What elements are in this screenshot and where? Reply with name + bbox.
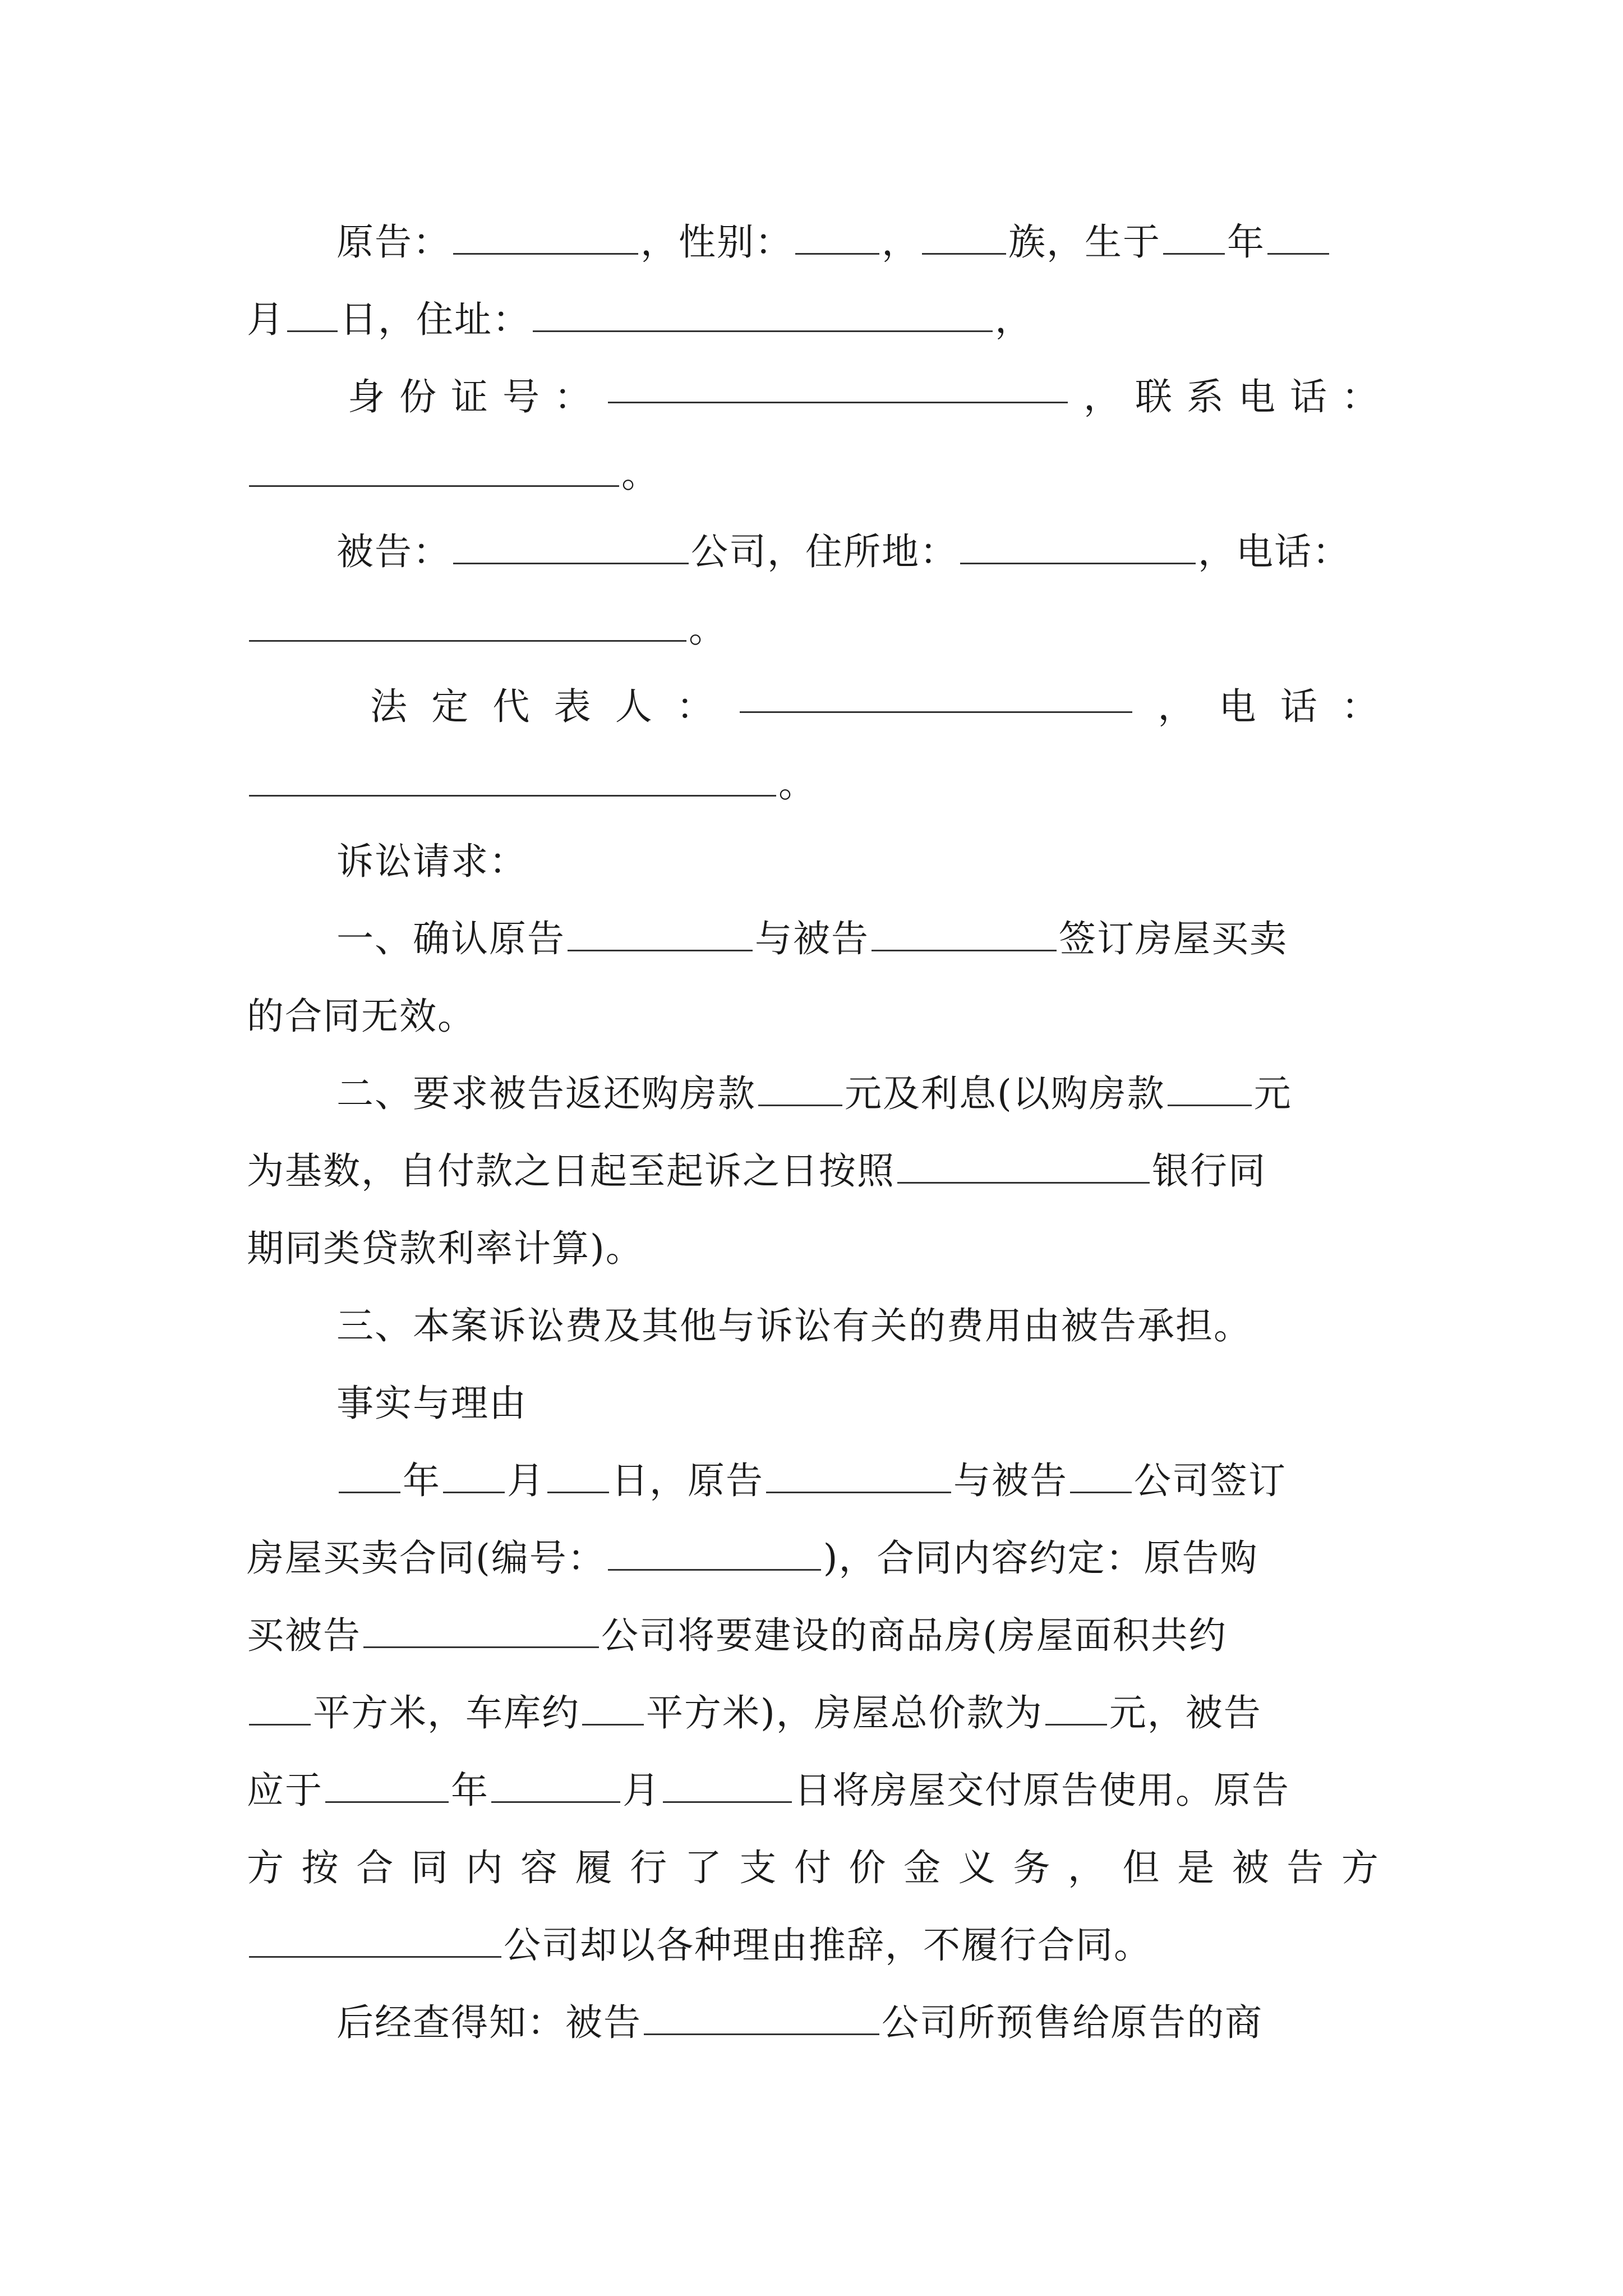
defendant-name-blank bbox=[453, 530, 689, 564]
char: 义 bbox=[958, 1846, 997, 1889]
phone-label-4: 电 bbox=[1238, 375, 1276, 418]
presale-text: 公司所预售给原告的商 bbox=[882, 2001, 1263, 2044]
contract-day-blank bbox=[547, 1459, 609, 1493]
phone-label-5: 话 bbox=[1290, 375, 1328, 418]
ethnicity-label: 族，生于 bbox=[1008, 220, 1161, 264]
facts-line-8 bbox=[336, 1995, 1380, 2051]
facts-line-6 bbox=[247, 1840, 1380, 1896]
id-label-3: 证 bbox=[451, 375, 489, 418]
claim-1-continued: 的合同无效。 bbox=[247, 995, 476, 1038]
char: 方 bbox=[1341, 1846, 1380, 1889]
contract-number-blank bbox=[608, 1536, 821, 1571]
id-label-4: 号 bbox=[502, 375, 541, 418]
char: 方 bbox=[247, 1846, 285, 1889]
year-label: 年 bbox=[451, 1769, 489, 1812]
claim-1-part-b: 与被告 bbox=[755, 917, 869, 960]
period: 。 bbox=[621, 453, 660, 496]
contract-terms-label: )，合同内容约定：原告购 bbox=[823, 1536, 1258, 1580]
address-blank bbox=[533, 298, 993, 332]
defendant-phone-label: ，电话： bbox=[1198, 530, 1350, 573]
claims-heading: 诉讼请求： bbox=[336, 840, 527, 883]
facts-line-5 bbox=[247, 1763, 1380, 1819]
year-label: 年 bbox=[403, 1459, 441, 1502]
gender-blank bbox=[795, 220, 879, 255]
rep-label-6: ： bbox=[676, 685, 714, 728]
rep-phone-1: ， bbox=[1158, 685, 1196, 728]
phone-blank bbox=[249, 453, 619, 487]
should-label: 应于 bbox=[247, 1769, 323, 1812]
rep-label-2: 定 bbox=[431, 685, 470, 728]
char: 金 bbox=[903, 1846, 942, 1889]
company-address-label: 公司，住所地： bbox=[691, 530, 958, 573]
refund-amount-blank bbox=[758, 1072, 842, 1106]
bank-blank bbox=[897, 1149, 1150, 1184]
char: 告 bbox=[1287, 1846, 1325, 1889]
phone-label-3: 系 bbox=[1187, 375, 1225, 418]
plaintiff-line-2 bbox=[247, 292, 1380, 348]
char: 容 bbox=[520, 1846, 559, 1889]
char: 务 bbox=[1013, 1846, 1052, 1889]
facts-line-1 bbox=[336, 1453, 1380, 1509]
base-amount-blank bbox=[1168, 1072, 1252, 1106]
later-found-label: 后经查得知：被告 bbox=[336, 2001, 642, 2044]
facts-line-3 bbox=[247, 1608, 1380, 1664]
id-label-2: 份 bbox=[399, 375, 437, 418]
address-label: 日，住址： bbox=[340, 298, 531, 341]
ethnicity-blank bbox=[922, 220, 1006, 255]
contract-number-label: 房屋买卖合同(编号： bbox=[247, 1536, 606, 1580]
with-defendant-label: 与被告 bbox=[953, 1459, 1068, 1502]
facts-defendant-blank bbox=[1070, 1459, 1132, 1493]
rep-label-1: 法 bbox=[370, 685, 408, 728]
delivery-label: 日将房屋交付原告使用。原告 bbox=[794, 1769, 1290, 1812]
gender-label: ，性别： bbox=[640, 220, 793, 264]
legal-rep-line bbox=[370, 679, 1380, 735]
claim-2-continued bbox=[247, 1143, 1380, 1199]
claim-2 bbox=[336, 1066, 1380, 1122]
legal-rep-line-continued bbox=[247, 756, 1380, 812]
end-comma: ， bbox=[995, 298, 1033, 341]
yuan-defendant-label: 元，被告 bbox=[1109, 1691, 1262, 1734]
claim-3: 三、本案诉讼费及其他与诉讼有关的费用由被告承担。 bbox=[336, 1304, 1252, 1347]
defendant-label: 被告： bbox=[336, 530, 451, 573]
buy-from-label: 买被告 bbox=[247, 1614, 361, 1657]
month-label: 月 bbox=[507, 1459, 545, 1502]
rep-label-4: 表 bbox=[554, 685, 592, 728]
defendant-line-continued bbox=[247, 601, 1380, 657]
birth-day-blank bbox=[287, 298, 338, 332]
total-price-label: 平方米)，房屋总价款为 bbox=[646, 1691, 1043, 1734]
claim-2-part-b: 元及利息(以购房款 bbox=[845, 1072, 1165, 1115]
char: ， bbox=[1067, 1846, 1106, 1889]
char: 价 bbox=[849, 1846, 887, 1889]
contract-month-blank bbox=[443, 1459, 505, 1493]
phone-label-6: ： bbox=[1341, 375, 1380, 418]
facts-heading: 事实与理由 bbox=[336, 1382, 527, 1425]
id-label-5: ： bbox=[554, 375, 592, 418]
plaintiff-label: 原告： bbox=[336, 220, 451, 264]
defendant-line bbox=[336, 524, 1380, 580]
claim-1-plaintiff-blank bbox=[568, 917, 753, 951]
refusal-text: 公司却以各种理由推辞，不履行合同。 bbox=[504, 1924, 1152, 1967]
id-line-continued bbox=[247, 447, 1380, 503]
claim-2-part-d: 为基数，自付款之日起至起诉之日按照 bbox=[247, 1149, 895, 1193]
char: 付 bbox=[794, 1846, 832, 1889]
phone-label-2: 联 bbox=[1135, 375, 1173, 418]
rep-phone-4: ： bbox=[1341, 685, 1380, 728]
rep-label-5: 人 bbox=[615, 685, 653, 728]
birth-month-blank-start bbox=[1267, 220, 1329, 255]
id-number-blank bbox=[608, 369, 1068, 403]
delivery-month-blank bbox=[491, 1769, 620, 1803]
char: 了 bbox=[684, 1846, 723, 1889]
char: 被 bbox=[1232, 1846, 1270, 1889]
char: 按 bbox=[301, 1846, 340, 1889]
garage-label: 平方米，车库约 bbox=[313, 1691, 580, 1734]
total-price-blank bbox=[1045, 1691, 1107, 1726]
defendant-company-blank bbox=[249, 1924, 501, 1958]
char: 同 bbox=[411, 1846, 449, 1889]
legal-rep-blank bbox=[740, 679, 1132, 713]
legal-rep-phone-blank bbox=[249, 762, 776, 797]
year-label: 年 bbox=[1227, 220, 1265, 264]
birth-year-blank bbox=[1163, 220, 1225, 255]
char: 行 bbox=[630, 1846, 668, 1889]
char: 但 bbox=[1122, 1846, 1161, 1889]
char: 履 bbox=[575, 1846, 614, 1889]
house-desc-label: 公司将要建设的商品房(房屋面积共约 bbox=[601, 1614, 1227, 1657]
plaintiff-name-blank bbox=[453, 220, 638, 255]
facts-line-4 bbox=[247, 1685, 1380, 1741]
rep-label-3: 代 bbox=[492, 685, 531, 728]
claim-1-part-a: 一、确认原告 bbox=[336, 917, 565, 960]
char: 合 bbox=[356, 1846, 395, 1889]
defendant-phone-blank bbox=[249, 608, 686, 642]
month-label: 月 bbox=[247, 298, 285, 341]
claim-2-end: 期同类贷款利率计算)。 bbox=[247, 1227, 644, 1270]
presale-company-blank bbox=[644, 2001, 879, 2035]
company-sign-label: 公司签订 bbox=[1134, 1459, 1287, 1502]
contract-year-blank bbox=[339, 1459, 400, 1493]
char: 支 bbox=[739, 1846, 778, 1889]
facts-plaintiff-blank bbox=[766, 1459, 951, 1493]
claim-2-part-a: 二、要求被告返还购房款 bbox=[336, 1072, 756, 1115]
facts-line-7 bbox=[247, 1917, 1380, 1973]
char: 是 bbox=[1177, 1846, 1216, 1889]
claim-1-part-c: 签订房屋买卖 bbox=[1059, 917, 1288, 960]
delivery-year-blank bbox=[325, 1769, 449, 1803]
garage-area-blank bbox=[582, 1691, 644, 1726]
separator: ， bbox=[882, 220, 920, 264]
rep-phone-3: 话 bbox=[1280, 685, 1318, 728]
id-label-1: 身 bbox=[348, 375, 386, 418]
month-label: 月 bbox=[623, 1769, 661, 1812]
rep-phone-2: 电 bbox=[1219, 685, 1257, 728]
developer-blank bbox=[363, 1614, 599, 1648]
facts-line-2 bbox=[247, 1530, 1380, 1586]
period: 。 bbox=[689, 608, 727, 651]
claim-2-part-c: 元 bbox=[1253, 1072, 1292, 1115]
phone-label-1: ， bbox=[1083, 375, 1122, 418]
plaintiff-line-1 bbox=[336, 214, 1380, 270]
company-address-blank bbox=[960, 530, 1196, 564]
char: 内 bbox=[465, 1846, 504, 1889]
period: 。 bbox=[778, 762, 817, 806]
claim-1 bbox=[336, 911, 1380, 967]
claim-1-defendant-blank bbox=[872, 917, 1057, 951]
day-label: 日，原告 bbox=[611, 1459, 764, 1502]
area-blank bbox=[249, 1691, 311, 1726]
id-line bbox=[348, 369, 1380, 425]
delivery-day-blank bbox=[663, 1769, 792, 1803]
claim-2-part-e: 银行同 bbox=[1152, 1149, 1266, 1193]
